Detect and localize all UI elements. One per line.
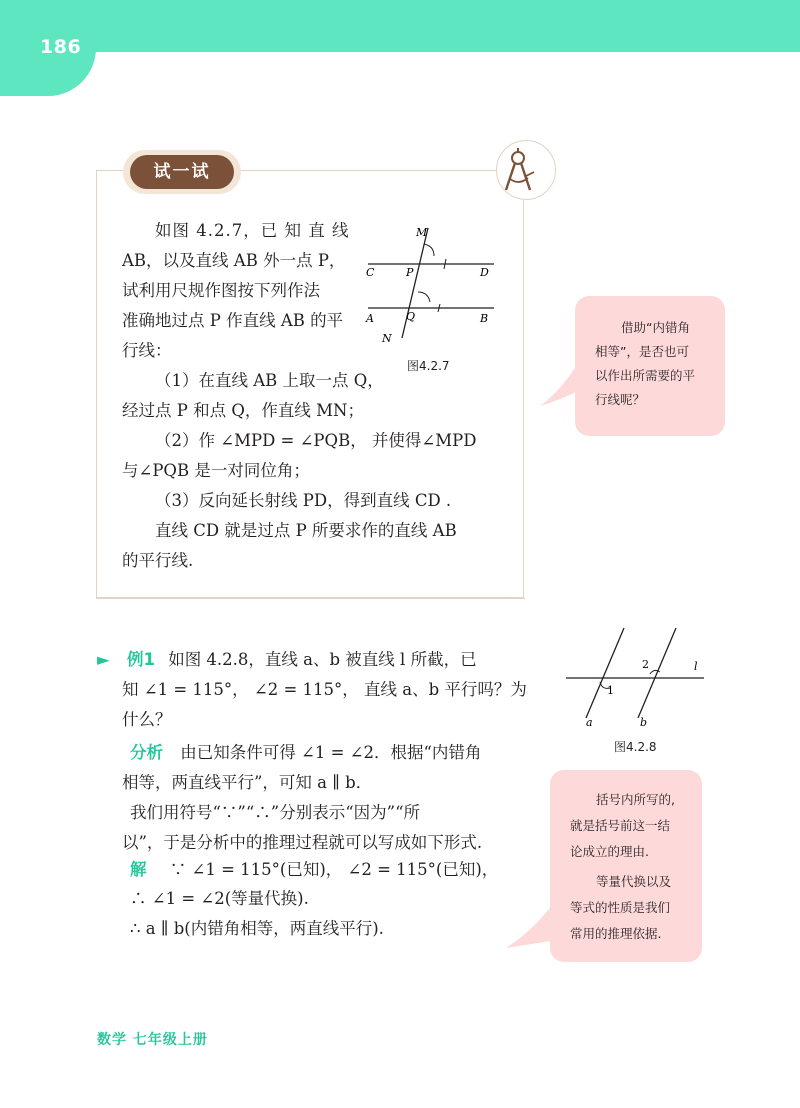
- try-line-5: 行线：: [122, 341, 172, 360]
- note2-line-6: 常用的推理依据.: [570, 926, 662, 941]
- symbol-line-1: 我们用符号“∵”“∴”分别表示“因为”“所: [130, 803, 421, 822]
- example-heading: [97, 645, 477, 675]
- try-it-bottom-border: [96, 597, 524, 598]
- label-A: A: [366, 312, 374, 325]
- label-D: D: [480, 266, 489, 279]
- note1-tail: [540, 360, 580, 410]
- note2-line-3: 论成立的理由.: [570, 844, 649, 859]
- note1-box: [575, 296, 725, 436]
- example-label: 例1: [126, 650, 155, 669]
- label-B: B: [480, 312, 489, 325]
- page-number: 186: [40, 36, 82, 58]
- solution-line-2: ∴ ∠1 = ∠2(等量代换).: [130, 889, 309, 908]
- analysis-line-1: [130, 738, 481, 768]
- note1-line-4: 行线呢？: [595, 392, 646, 407]
- header-band: [0, 0, 800, 52]
- note2-box: [550, 770, 702, 962]
- analysis-line-2: 相等，两直线平行”，可知 a ∥ b．: [122, 773, 373, 792]
- label-P: P: [406, 266, 414, 279]
- solution-text-1: ∵ ∠1 = 115°(已知)， ∠2 = 115°(已知)，: [169, 860, 499, 879]
- example-q-line-2: 知 ∠1 = 115°， ∠2 = 115°， 直线 a、b 平行吗？为: [122, 680, 527, 699]
- try-line-8: （2）作 ∠MPD = ∠PQB， 并使得∠MPD: [155, 431, 477, 450]
- example-q-line-1: 如图 4.2.8，直线 a、b 被直线 l 所截，已: [168, 650, 477, 669]
- try-it-badge: 试一试: [130, 155, 234, 189]
- solution-line-3: ∴ a ∥ b(内错角相等，两直线平行).: [130, 919, 384, 938]
- label-a: a: [586, 716, 593, 729]
- label-b: b: [640, 716, 648, 729]
- try-line-7: 经过点 P 和点 Q，作直线 MN；: [122, 401, 364, 420]
- note1-line-2: 相等”，是否也可: [595, 344, 689, 359]
- note1-line-3: 以作出所需要的平: [595, 368, 696, 383]
- note2-line-2: 就是括号前这一结: [570, 818, 671, 833]
- try-line-6: （1）在直线 AB 上取一点 Q，: [155, 371, 384, 390]
- try-line-4: 准确地过点 P 作直线 AB 的平: [122, 311, 344, 330]
- note1-line-1: 借助“内错角: [621, 320, 690, 335]
- symbol-line-2: 以”，于是分析中的推理过程就可以写成如下形式.: [122, 833, 483, 852]
- play-arrow-icon: ►: [97, 650, 110, 669]
- label-N: N: [382, 332, 392, 345]
- try-line-1: 如图 4.2.7，已 知 直 线: [155, 221, 350, 240]
- label-Q: Q: [406, 310, 416, 323]
- label-2: 2: [642, 658, 649, 671]
- try-line-10: （3）反向延长射线 PD，得到直线 CD .: [155, 491, 452, 510]
- try-it-right-border: [523, 196, 524, 598]
- note2-tail: [506, 900, 556, 950]
- compass-icon: [500, 146, 544, 196]
- figure-4-2-8-caption: 图4.2.8: [614, 740, 657, 754]
- note2-line-5: 等式的性质是我们: [570, 900, 671, 915]
- solution-label: 解: [130, 860, 147, 879]
- analysis-label: 分析: [130, 743, 163, 762]
- try-line-3: 试利用尺规作图按下列作法: [122, 281, 320, 300]
- try-line-12: 的平行线.: [122, 551, 194, 570]
- try-line-11: 直线 CD 就是过点 P 所要求作的直线 AB: [155, 521, 457, 540]
- try-line-9: 与∠PQB 是一对同位角；: [122, 461, 310, 480]
- note2-line-1: 括号内所写的,: [596, 792, 675, 807]
- label-l: l: [694, 660, 698, 673]
- label-M: M: [416, 226, 428, 239]
- label-C: C: [366, 266, 375, 279]
- figure-4-2-8: [560, 624, 710, 730]
- example-q-line-3: 什么？: [122, 710, 172, 729]
- label-1: 1: [607, 684, 614, 697]
- figure-4-2-7: [360, 222, 500, 346]
- note2-line-4: 等量代换以及: [596, 874, 672, 889]
- footer-book-title: 数学 七年级上册: [97, 1032, 208, 1048]
- try-line-2: AB，以及直线 AB 外一点 P，: [122, 251, 346, 270]
- figure-4-2-7-caption: 图4.2.7: [407, 359, 450, 373]
- analysis-text-1: 由已知条件可得 ∠1 = ∠2．根据“内错角: [180, 743, 482, 762]
- solution-line-1: [130, 855, 498, 885]
